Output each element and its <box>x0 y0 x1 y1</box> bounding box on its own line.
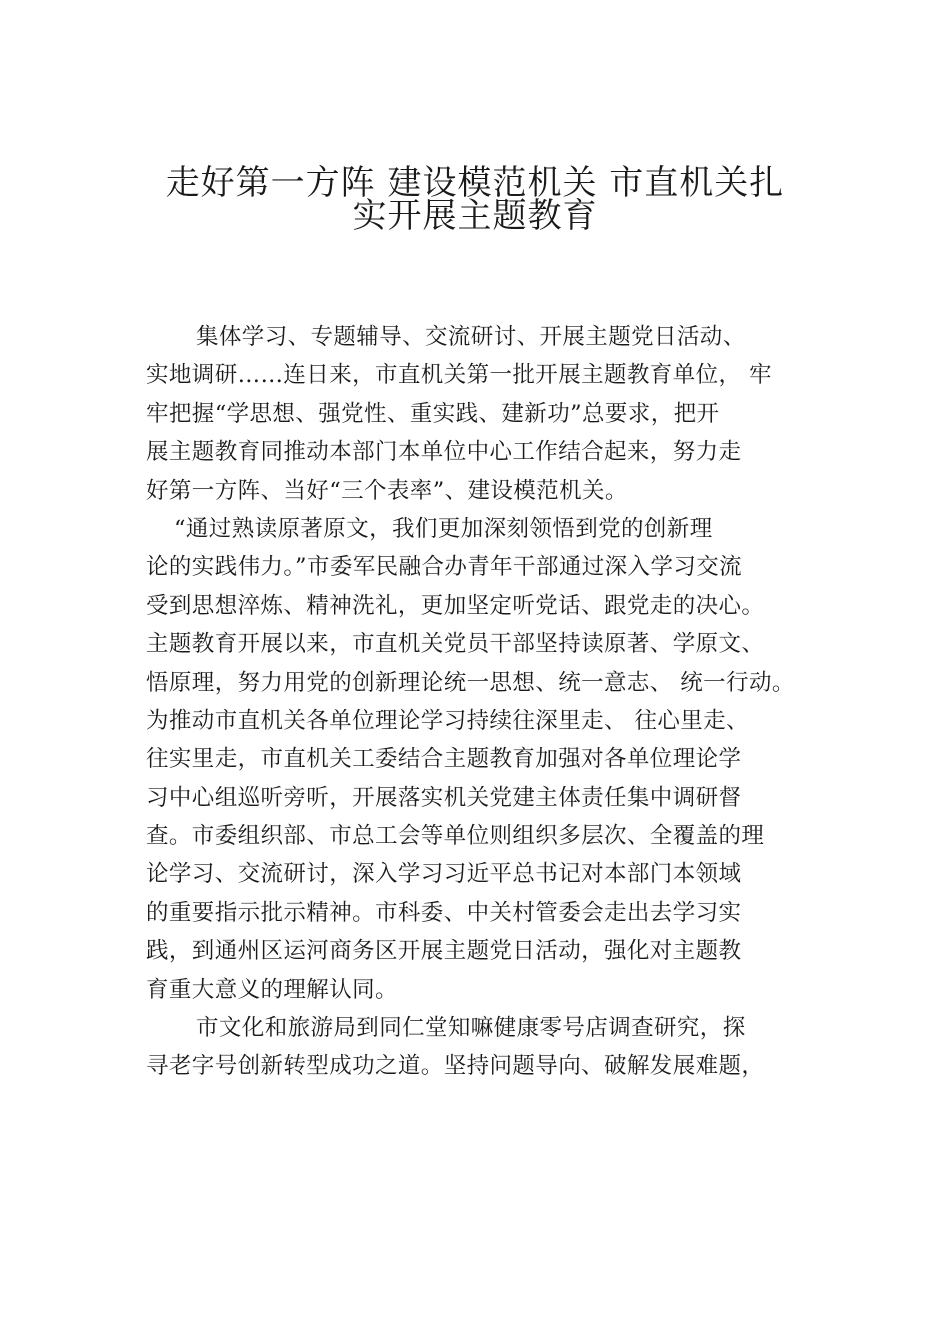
body-line: 牢把握“学思想、强党性、重实践、建新功”总要求，把开 <box>146 400 720 427</box>
body-line: 悟原理，努力用党的创新理论统一思想、统一意志、 统一行动。 <box>146 669 795 696</box>
body-line: 展主题教育同推动本部门本单位中心工作结合起来，努力走 <box>146 439 742 466</box>
body-line: 受到思想淬炼、精神洗礼，更加坚定听党话、跟党走的决心。 <box>146 592 765 619</box>
body-line: 的重要指示批示精神。市科委、中关村管委会走出去学习实 <box>146 899 742 926</box>
body-line: 践，到通州区运河商务区开展主题党日活动，强化对主题教 <box>146 938 742 965</box>
document-title-line-2: 实开展主题教育 <box>352 196 598 236</box>
body-line: 实地调研……连日来，市直机关第一批开展主题教育单位， 牢 <box>146 362 772 389</box>
body-line: 习中心组巡听旁听，开展落实机关党建主体责任集中调研督 <box>146 784 742 811</box>
document-title-line-1: 走好第一方阵 建设模范机关 市直机关扎 <box>165 163 785 203</box>
document-body <box>146 318 846 1086</box>
body-line: 集体学习、专题辅导、交流研讨、开展主题党日活动、 <box>196 324 746 350</box>
body-line: 为推动市直机关各单位理论学习持续往深里走、 往心里走、 <box>146 707 749 734</box>
body-line: “通过熟读原著原文，我们更加深刻领悟到党的创新理 <box>174 515 713 542</box>
body-line: 查。市委组织部、市总工会等单位则组织多层次、全覆盖的理 <box>146 823 765 850</box>
body-line: 主题教育开展以来，市直机关党员干部坚持读原著、学原文、 <box>146 631 765 658</box>
body-line: 市文化和旅游局到同仁堂知嘛健康零号店调查研究，探 <box>196 1015 746 1042</box>
body-line: 论学习、交流研讨，深入学习习近平总书记对本部门本领域 <box>146 861 742 888</box>
body-line: 育重大意义的理解认同。 <box>146 976 398 1003</box>
body-line: 好第一方阵、当好“三个表率”、建设模范机关。 <box>146 477 628 504</box>
body-line: 寻老字号创新转型成功之道。坚持问题导向、破解发展难题， <box>146 1053 765 1080</box>
body-line: 论的实践伟力。”市委军民融合办青年干部通过深入学习交流 <box>146 554 743 581</box>
body-line: 往实里走，市直机关工委结合主题教育加强对各单位理论学 <box>146 746 742 773</box>
